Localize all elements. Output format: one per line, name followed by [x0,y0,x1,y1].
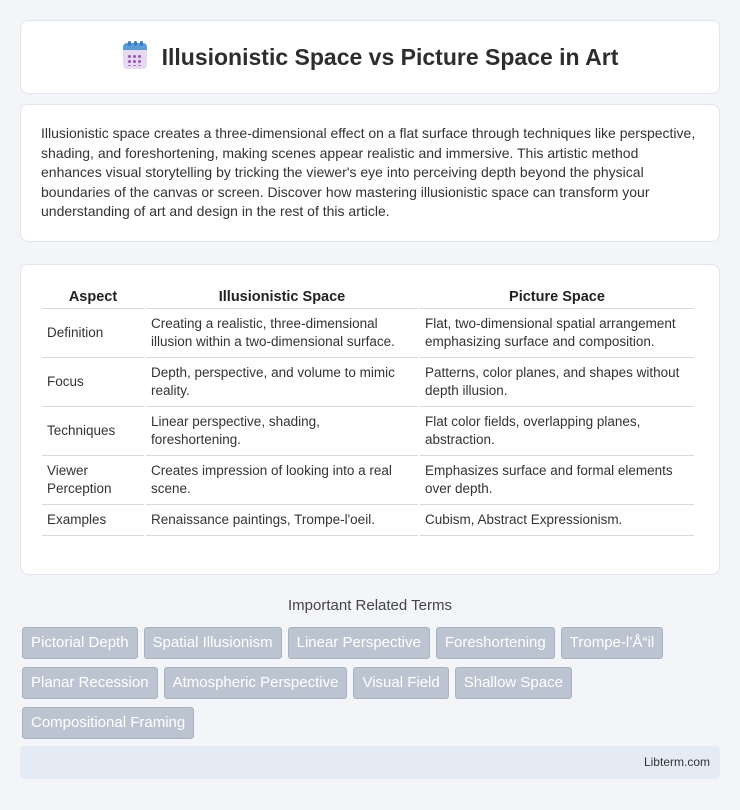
related-terms-heading: Important Related Terms [288,597,452,614]
page-title: Illusionistic Space vs Picture Space in Art [161,43,619,70]
related-term-tag[interactable]: Pictorial Depth [22,627,138,659]
column-header: Picture Space [420,285,694,309]
aspect-cell: Examples [42,505,144,536]
table-row [42,358,694,407]
table-row [42,407,694,456]
aspect-cell: Definition [42,309,144,358]
related-term-tag[interactable]: Trompe-l’Å“il [561,627,663,659]
intro-paragraph: Illusionistic space creates a three-dimensional effect on a flat surface through techniques like perspective, shading, and foreshortening, making scenes appear realistic and immersive. This artistic method enhances visual storytelling by tricking the viewer's eye into perceiving depth beyond the physical boundaries of the canvas or screen. Discover how mastering illusionistic space can transform your understanding of art and design in the rest of this article. [41,125,696,220]
aspect-cell: Focus [42,358,144,407]
related-term-tag[interactable]: Foreshortening [436,627,555,659]
table-header-row [42,285,694,309]
related-term-tag[interactable]: Visual Field [353,667,448,699]
related-term-tag[interactable]: Compositional Framing [22,707,194,739]
illusionistic-cell: Renaissance paintings, Trompe-l'oeil. [146,505,418,536]
picture-cell: Patterns, color planes, and shapes without depth illusion. [420,358,694,407]
comparison-table [40,285,696,536]
related-term-tag[interactable]: Linear Perspective [288,627,430,659]
table-row [42,309,694,358]
illusionistic-cell: Linear perspective, shading, foreshortening. [146,407,418,456]
related-term-tag[interactable]: Planar Recession [22,667,158,699]
aspect-cell: Viewer Perception [42,456,144,505]
table-row [42,505,694,536]
related-term-tag[interactable]: Atmospheric Perspective [164,667,348,699]
illusionistic-cell: Creating a realistic, three-dimensional illusion within a two-dimensional surface. [146,309,418,358]
column-header: Illusionistic Space [146,285,418,309]
column-header: Aspect [42,285,144,309]
picture-cell: Flat, two-dimensional spatial arrangement emphasizing surface and composition. [420,309,694,358]
comparison-table-card [20,264,720,575]
picture-cell: Emphasizes surface and formal elements over depth. [420,456,694,505]
picture-cell: Flat color fields, overlapping planes, abstraction. [420,407,694,456]
illusionistic-cell: Creates impression of looking into a real scene. [146,456,418,505]
footer [20,746,720,779]
aspect-cell: Techniques [42,407,144,456]
document-icon [122,43,148,71]
header-card [20,20,720,94]
related-term-tag[interactable]: Shallow Space [455,667,572,699]
footer-site-link[interactable]: Libterm.com [643,755,710,769]
intro-card [20,104,720,242]
related-term-tag[interactable]: Spatial Illusionism [144,627,282,659]
illusionistic-cell: Depth, perspective, and volume to mimic reality. [146,358,418,407]
picture-cell: Cubism, Abstract Expressionism. [420,505,694,536]
related-terms-list [22,627,722,747]
table-row [42,456,694,505]
